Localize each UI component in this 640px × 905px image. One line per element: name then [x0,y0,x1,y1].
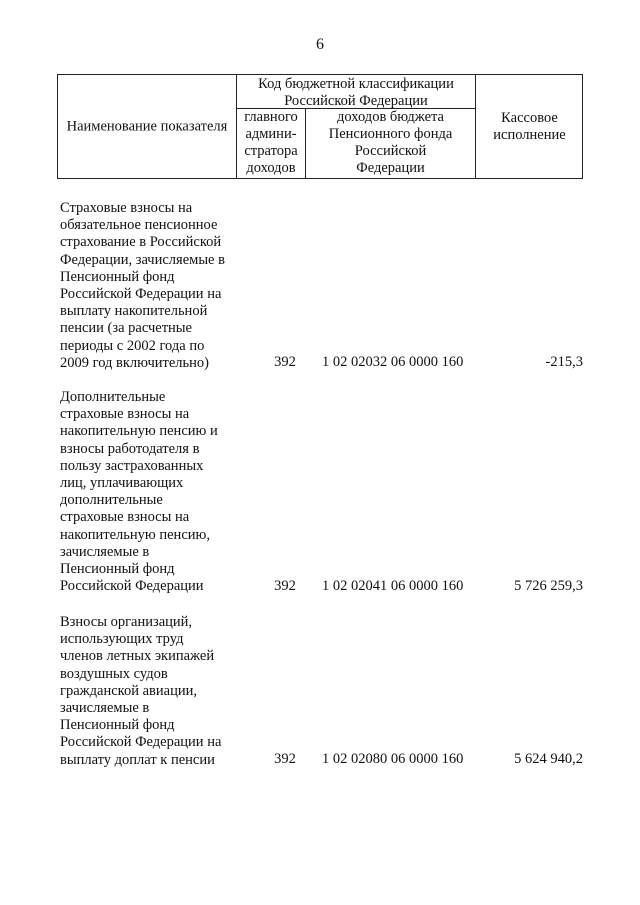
row-name-line: Российской Федерации на [60,286,222,303]
row-name-line: лиц, уплачивающих [60,475,184,492]
row-name-line: Российской Федерации на [60,734,222,751]
header-income-line: Федерации [356,160,425,176]
row-name-line: периоды с 2002 года по [60,337,205,354]
row-admin-code: 392 [274,578,296,594]
row-income-code: 1 02 02041 06 0000 160 [322,578,464,594]
row-name-line: Российской Федерации [60,578,204,595]
header-cash-line: Кассовое [501,109,558,126]
header-cash-cell [476,75,583,178]
row-name-line: накопительную пенсию, [60,526,210,543]
header-income-line: Российской [354,143,427,159]
row-name-line: страховые взносы на [60,509,190,526]
header-admin-line: главного [244,109,298,125]
row-name-line: воздушных судов [60,665,168,682]
row-income-code: 1 02 02080 06 0000 160 [322,751,464,767]
row-admin-code: 392 [274,354,296,370]
row-name-line: гражданской авиации, [60,682,197,699]
row-name-line: Федерации, зачисляемые в [60,251,225,268]
row-name-line: пенсии (за расчетные [60,320,192,337]
header-code-title [237,75,475,109]
header-cash [476,110,583,144]
row-name-line: Взносы организаций, [60,614,193,630]
header-name: Наименование показателя [66,118,228,134]
header-admin-line: стратора [244,143,298,159]
row-name-line: накопительную пенсию и [60,423,218,440]
header-admin-line: админи- [245,126,297,142]
row-name [60,200,238,372]
row-admin-code: 392 [274,751,296,767]
row-name-line: обязательное пенсионное [60,217,218,234]
row-name-line: зачисляемые в [60,700,150,717]
header-admin-cell [237,109,306,178]
row-name-line: страхование в Российской [60,234,222,251]
row-name-line: пользу застрахованных [60,457,204,474]
row-name [60,389,238,595]
row-name-line: Дополнительные [60,389,166,405]
header-name-cell [58,75,237,178]
row-cash-value: 5 624 940,2 [514,751,583,767]
header-income-line: доходов бюджета [337,109,444,125]
header-income-line: Пенсионного фонда [328,126,453,142]
row-name-line: зачисляемые в [60,543,150,560]
header-code-line-1: Код бюджетной классификации [258,76,454,92]
header-admin-line: доходов [246,160,296,176]
row-name-line: Пенсионный фонд [60,561,175,578]
row-name-line: выплату доплат к пенсии [60,751,215,768]
row-name [60,614,238,769]
row-name-line: дополнительные [60,492,163,509]
row-name-line: членов летных экипажей [60,648,215,665]
row-name-line: выплату накопительной [60,303,208,320]
row-name-line: Страховые взносы на [60,200,193,216]
header-income-cell [306,109,475,178]
table-header [57,74,583,179]
header-code-line-2: Российской Федерации [284,93,428,109]
header-cash-line: исполнение [493,126,566,143]
row-cash-value: 5 726 259,3 [514,578,583,594]
row-name-line: Пенсионный фонд [60,717,175,734]
row-name-line: взносы работодателя в [60,440,200,457]
row-name-line: 2009 год включительно) [60,354,209,371]
row-name-line: Пенсионный фонд [60,268,175,285]
header-code-group [237,75,476,178]
row-name-line: страховые взносы на [60,406,190,423]
row-income-code: 1 02 02032 06 0000 160 [322,354,464,370]
row-cash-value: -215,3 [545,354,583,370]
row-name-line: использующих труд [60,631,184,648]
page-number: 6 [316,36,324,53]
